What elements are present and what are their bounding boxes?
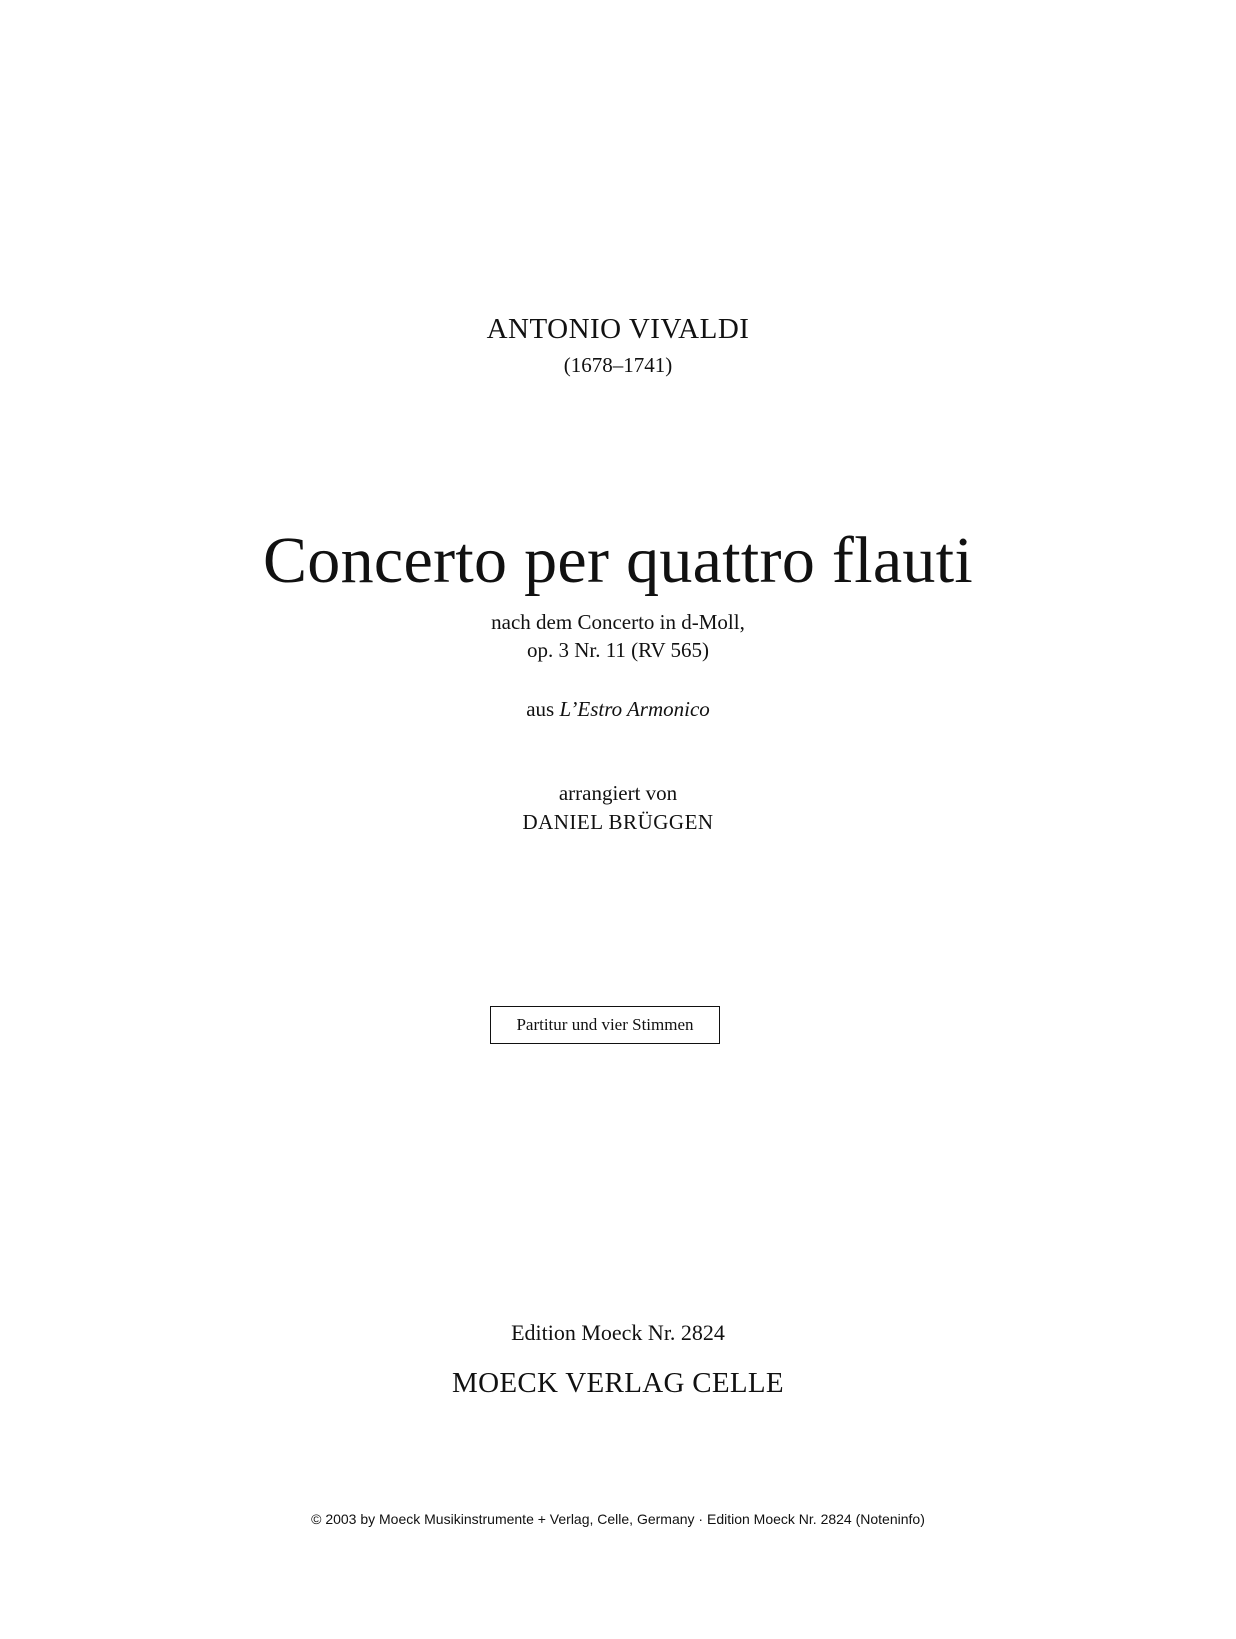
source-title: L’Estro Armonico (559, 697, 710, 721)
publisher-name: MOECK VERLAG CELLE (452, 1367, 784, 1399)
work-title: Concerto per quattro flauti (262, 524, 974, 597)
arranged-by-label: arrangiert von (558, 781, 678, 805)
contents-box: Partitur und vier Stimmen (490, 1006, 720, 1044)
composer-dates: (1678–1741) (563, 353, 673, 377)
copyright-notice: © 2003 by Moeck Musikinstrumente + Verlag, Celle, Germany · Edition Moeck Nr. 2824 (Noteninfo) (311, 1511, 925, 1527)
subtitle-line-1: nach dem Concerto in d-Moll, (491, 610, 745, 634)
source-prefix: aus (526, 697, 560, 721)
composer-name: ANTONIO VIVALDI (486, 313, 750, 345)
edition-number: Edition Moeck Nr. 2824 (511, 1320, 725, 1345)
source-line (0, 697, 1236, 722)
arranger-name: DANIEL BRÜGGEN (522, 810, 714, 834)
subtitle-line-2: op. 3 Nr. 11 (RV 565) (526, 638, 710, 662)
